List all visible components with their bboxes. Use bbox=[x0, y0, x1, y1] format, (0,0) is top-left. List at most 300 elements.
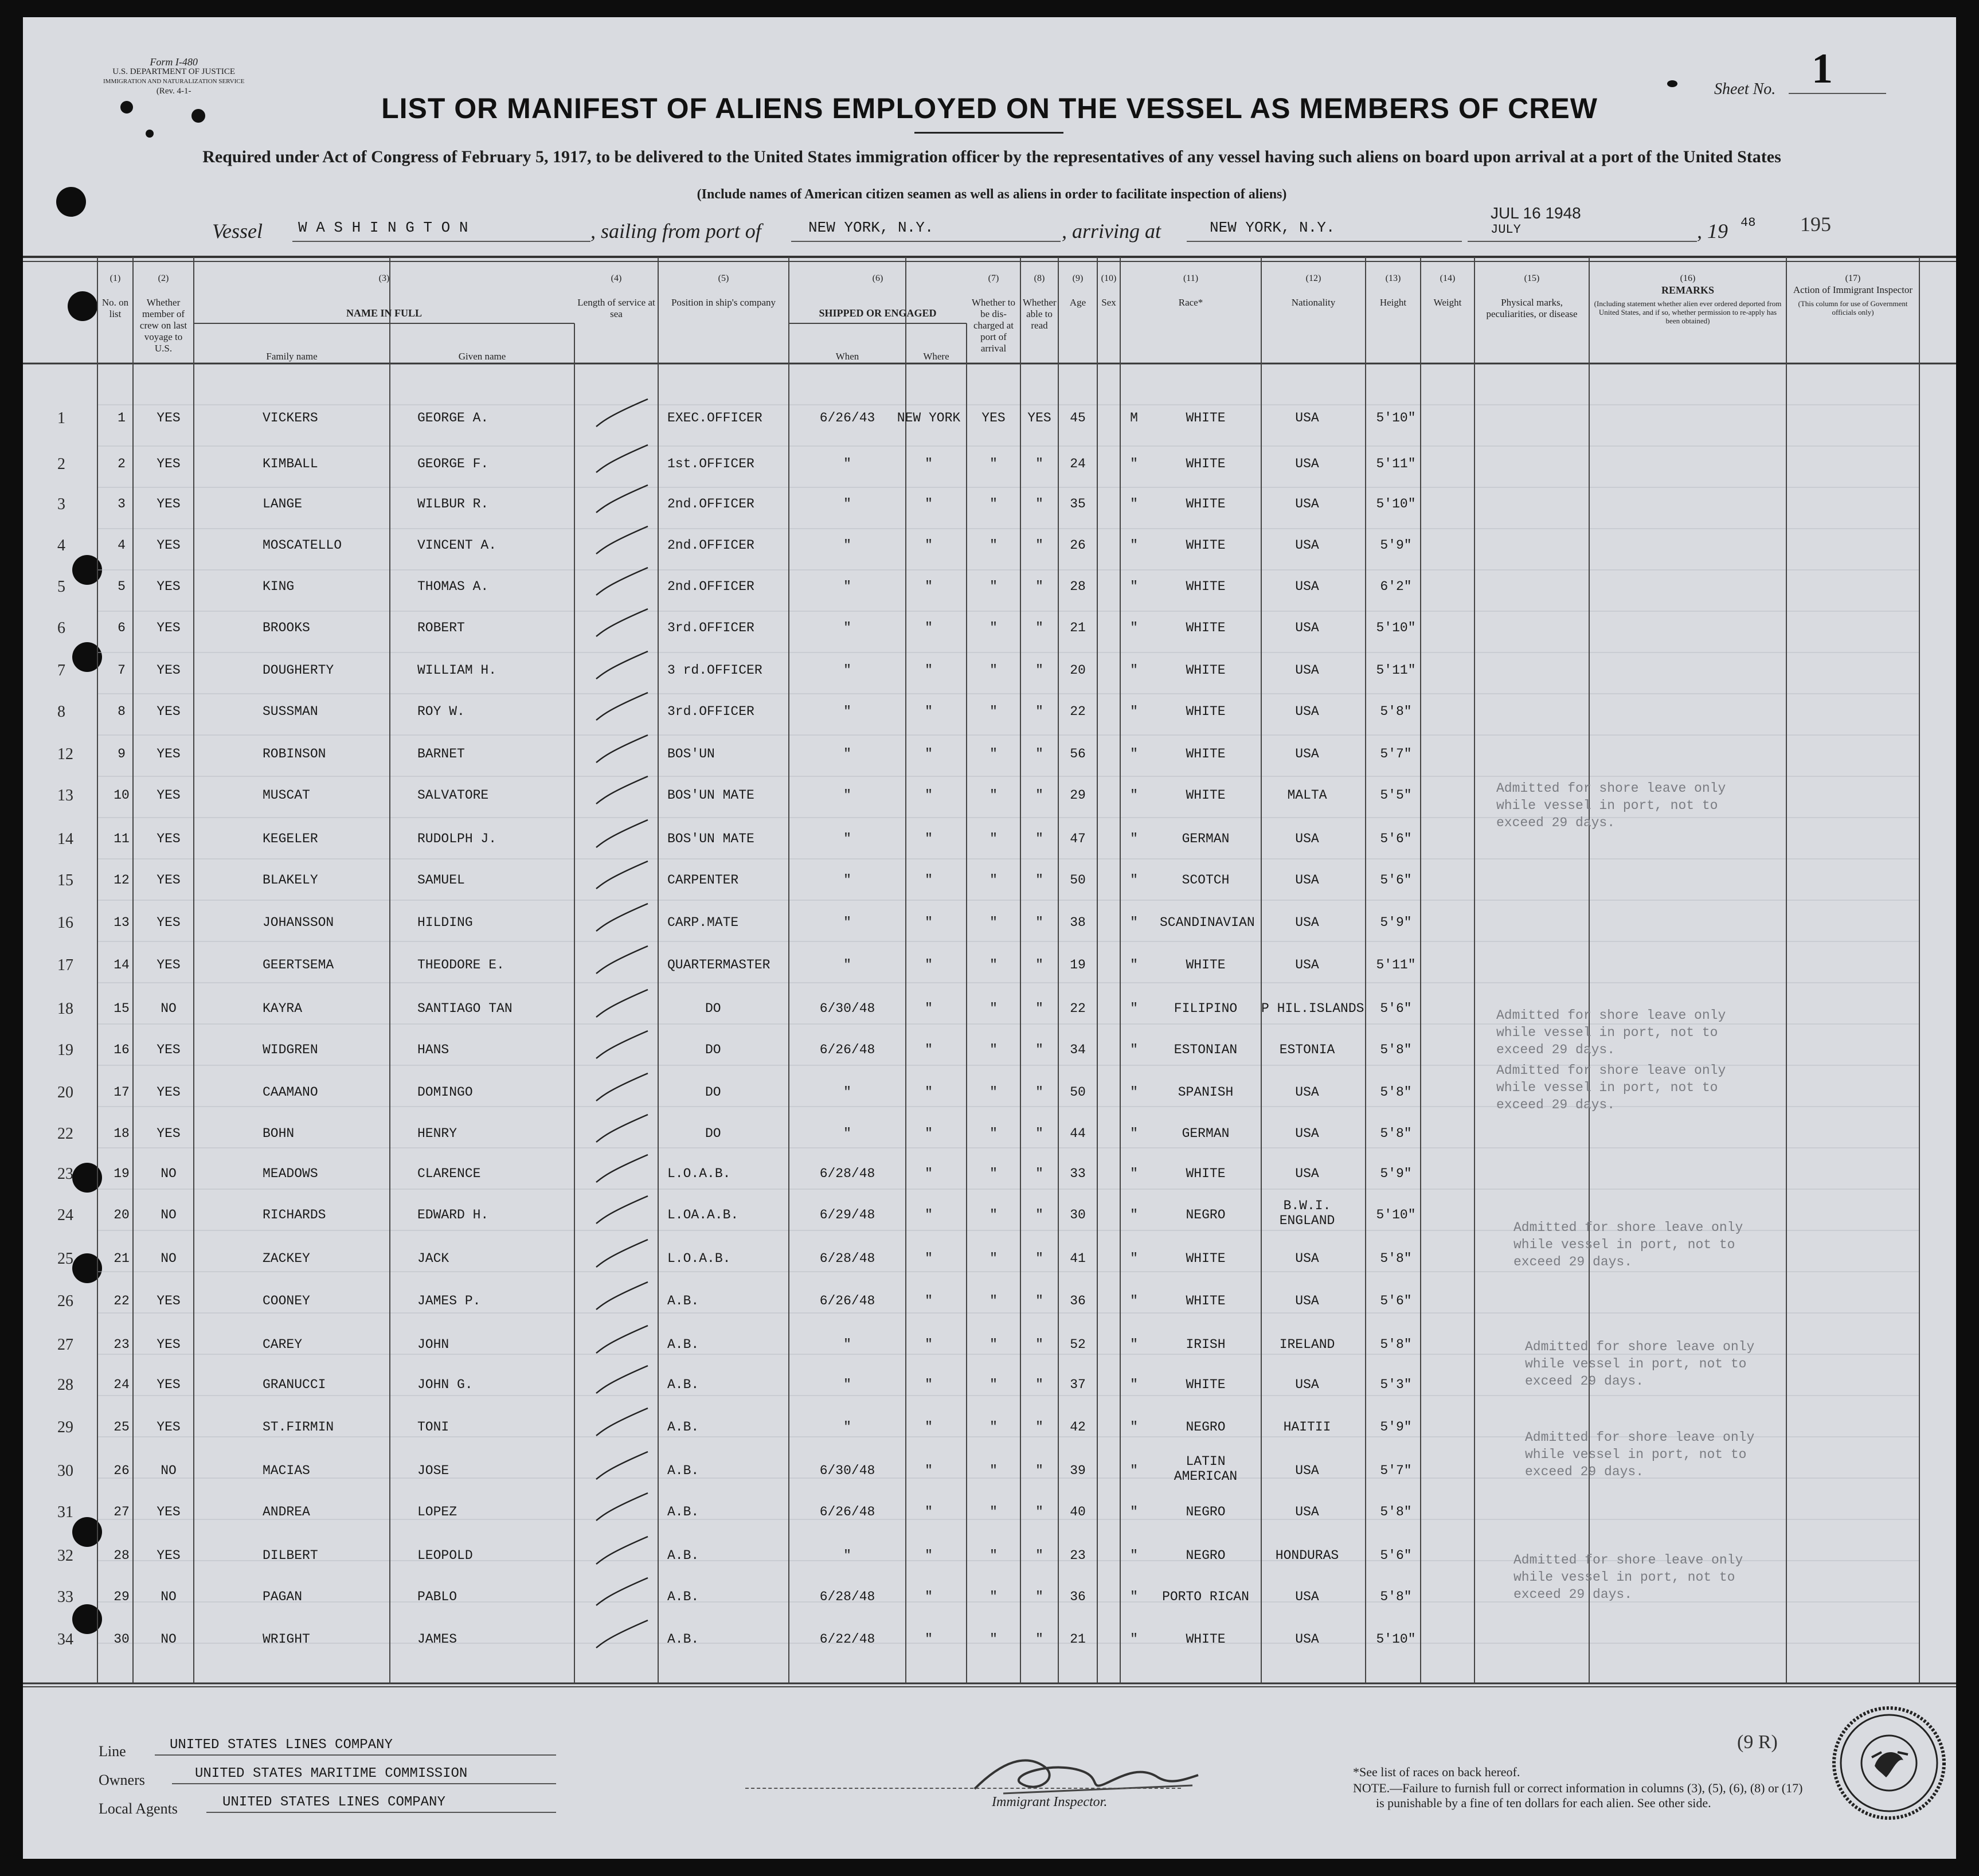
cell-when: " bbox=[843, 957, 851, 972]
cell-pos: A.B. bbox=[667, 1377, 699, 1392]
cell-family: MUSCAT bbox=[263, 788, 310, 803]
cell-last: YES bbox=[157, 1126, 181, 1141]
cell-disch: " bbox=[990, 1632, 998, 1647]
cell-given: RUDOLPH J. bbox=[417, 831, 497, 846]
row-index: 34 bbox=[57, 1631, 73, 1648]
cell-nat: USA bbox=[1295, 704, 1319, 719]
cell-given: EDWARD H. bbox=[417, 1207, 489, 1222]
row-index: 17 bbox=[57, 956, 73, 974]
cell-race: WHITE bbox=[1186, 1632, 1226, 1647]
cell-disch: " bbox=[990, 788, 998, 803]
cell-no: 5 bbox=[118, 579, 126, 594]
cell-pos: 3rd.OFFICER bbox=[667, 620, 754, 635]
cell-no: 29 bbox=[114, 1589, 130, 1604]
cell-read: " bbox=[1035, 1126, 1043, 1141]
cell-family: CAAMANO bbox=[263, 1085, 318, 1100]
service-checkmark bbox=[596, 693, 648, 720]
form-number: Form I-480 bbox=[150, 56, 198, 68]
cell-height: 5'8" bbox=[1380, 1042, 1412, 1057]
cell-race: ESTONIAN bbox=[1174, 1042, 1238, 1057]
cell-race: WHITE bbox=[1186, 704, 1226, 719]
cell-height: 5'6" bbox=[1380, 1293, 1412, 1308]
cell-last: YES bbox=[157, 579, 181, 594]
cell-where: " bbox=[925, 704, 933, 719]
cell-where: " bbox=[925, 620, 933, 635]
cell-last: YES bbox=[157, 873, 181, 888]
remark-text: Admitted for shore leave only while vessel in port, not to exceed 29 days. bbox=[1525, 1339, 1755, 1389]
column-header-detail: (This column for use of Government officials only) bbox=[1798, 299, 1908, 316]
cell-age: 50 bbox=[1070, 1085, 1086, 1100]
cell-nat: MALTA bbox=[1287, 788, 1327, 803]
vessel-name: W A S H I N G T O N bbox=[298, 219, 468, 236]
cell-nat: USA bbox=[1295, 747, 1319, 761]
cell-where: " bbox=[925, 456, 933, 471]
cell-given: WILBUR R. bbox=[417, 497, 489, 511]
cell-disch: " bbox=[990, 579, 998, 594]
cell-given: ROBERT bbox=[417, 620, 465, 635]
service-checkmark bbox=[596, 1578, 648, 1605]
cell-sex: " bbox=[1130, 1251, 1138, 1266]
cell-age: 22 bbox=[1070, 1001, 1086, 1016]
cell-sex: " bbox=[1130, 873, 1138, 888]
cell-age: 24 bbox=[1070, 456, 1086, 471]
row-index: 2 bbox=[57, 455, 65, 473]
cell-when: 6/28/48 bbox=[819, 1589, 875, 1604]
row-index: 5 bbox=[57, 578, 65, 596]
cell-nat: USA bbox=[1295, 1126, 1319, 1141]
cell-race: WHITE bbox=[1186, 497, 1226, 511]
cell-sex: " bbox=[1130, 1293, 1138, 1308]
cell-when: 6/28/48 bbox=[819, 1166, 875, 1181]
row-index: 20 bbox=[57, 1084, 73, 1101]
cell-last: YES bbox=[157, 411, 181, 425]
cell-family: KING bbox=[263, 579, 295, 594]
cell-family: ROBINSON bbox=[263, 747, 326, 761]
cell-given: ROY W. bbox=[417, 704, 465, 719]
column-number: (17) bbox=[1845, 273, 1861, 283]
cell-when: 6/26/48 bbox=[819, 1042, 875, 1057]
service-checkmark bbox=[596, 946, 648, 974]
cell-no: 3 bbox=[118, 497, 126, 511]
cell-read: " bbox=[1035, 1293, 1043, 1308]
cell-family: KAYRA bbox=[263, 1001, 303, 1016]
cell-height: 5'6" bbox=[1380, 873, 1412, 888]
row-index: 33 bbox=[57, 1588, 73, 1606]
service-checkmark bbox=[596, 526, 648, 554]
cell-read: " bbox=[1035, 1463, 1043, 1478]
column-number: (4) bbox=[611, 273, 622, 283]
cell-where: " bbox=[925, 1548, 933, 1563]
row-index: 18 bbox=[57, 1000, 73, 1018]
cell-height: 5'9" bbox=[1380, 915, 1412, 930]
line-underline bbox=[155, 1754, 556, 1756]
cell-sex: " bbox=[1130, 456, 1138, 471]
cell-family: ST.FIRMIN bbox=[263, 1420, 334, 1435]
cell-last: NO bbox=[161, 1589, 177, 1604]
column-header: No. on list bbox=[101, 297, 129, 319]
cell-race: NEGRO bbox=[1186, 1207, 1226, 1222]
cell-where: " bbox=[925, 1207, 933, 1222]
column-header: Action of Immigrant Inspector bbox=[1793, 284, 1913, 295]
cell-disch: " bbox=[990, 538, 998, 553]
cell-when: " bbox=[843, 1085, 851, 1100]
cell-disch: " bbox=[990, 1166, 998, 1181]
cell-given: HANS bbox=[417, 1042, 449, 1057]
service-checkmark bbox=[596, 485, 648, 513]
cell-when: " bbox=[843, 1377, 851, 1392]
cell-pos: A.B. bbox=[667, 1337, 699, 1352]
cell-pos: A.B. bbox=[667, 1463, 699, 1478]
cell-nat: USA bbox=[1295, 831, 1319, 846]
row-index: 23 bbox=[57, 1165, 73, 1183]
cell-pos: BOS'UN MATE bbox=[667, 788, 754, 803]
cell-family: ANDREA bbox=[263, 1504, 310, 1519]
cell-read: " bbox=[1035, 620, 1043, 635]
cell-age: 23 bbox=[1070, 1548, 1086, 1563]
cell-pos: DO bbox=[705, 1085, 721, 1100]
remark-text: Admitted for shore leave only while vessel in port, not to exceed 29 days. bbox=[1496, 1063, 1726, 1112]
cell-race: WHITE bbox=[1186, 579, 1226, 594]
arriving-at-label: , arriving at bbox=[1062, 220, 1161, 243]
cell-sex: " bbox=[1130, 1504, 1138, 1519]
cell-read: " bbox=[1035, 915, 1043, 930]
cell-age: 28 bbox=[1070, 579, 1086, 594]
cell-read: " bbox=[1035, 1166, 1043, 1181]
cell-when: " bbox=[843, 1126, 851, 1141]
cell-height: 5'5" bbox=[1380, 788, 1412, 803]
cell-given: SANTIAGO TAN bbox=[417, 1001, 513, 1016]
cell-family: DILBERT bbox=[263, 1548, 318, 1563]
cell-disch: " bbox=[990, 915, 998, 930]
cell-race: NEGRO bbox=[1186, 1504, 1226, 1519]
cell-sex: " bbox=[1130, 1377, 1138, 1392]
cell-when: " bbox=[843, 704, 851, 719]
cell-pos: EXEC.OFFICER bbox=[667, 411, 762, 425]
cell-where: " bbox=[925, 1001, 933, 1016]
cell-sex: " bbox=[1130, 831, 1138, 846]
cell-pos: BOS'UN bbox=[667, 747, 715, 761]
cell-pos: A.B. bbox=[667, 1504, 699, 1519]
service-checkmark bbox=[596, 609, 648, 636]
column-header: Height bbox=[1379, 297, 1407, 308]
cell-sex: " bbox=[1130, 1420, 1138, 1435]
cell-where: " bbox=[925, 1166, 933, 1181]
service-checkmark bbox=[596, 1031, 648, 1058]
service-checkmark bbox=[596, 1326, 648, 1353]
cell-age: 19 bbox=[1070, 957, 1086, 972]
cell-disch: " bbox=[990, 831, 998, 846]
cell-race: WHITE bbox=[1186, 538, 1226, 553]
cell-nat: USA bbox=[1295, 873, 1319, 888]
cell-family: MOSCATELLO bbox=[263, 538, 342, 553]
cell-last: YES bbox=[157, 663, 181, 678]
cell-given: SAMUEL bbox=[417, 873, 465, 888]
cell-read: " bbox=[1035, 1548, 1043, 1563]
cell-disch: " bbox=[990, 663, 998, 678]
cell-nat: USA bbox=[1295, 579, 1319, 594]
column-number: (9) bbox=[1072, 273, 1084, 283]
cell-given: BARNET bbox=[417, 747, 465, 761]
cell-race: WHITE bbox=[1186, 456, 1226, 471]
cell-read: " bbox=[1035, 1589, 1043, 1604]
service-checkmark bbox=[596, 1366, 648, 1393]
cell-family: WIDGREN bbox=[263, 1042, 318, 1057]
cell-no: 24 bbox=[114, 1377, 130, 1392]
cell-family: KIMBALL bbox=[263, 456, 318, 471]
cell-pos: L.O.A.B. bbox=[667, 1251, 731, 1266]
cell-race: SCOTCH bbox=[1182, 873, 1230, 888]
cell-family: CAREY bbox=[263, 1337, 303, 1352]
cell-read: " bbox=[1035, 497, 1043, 511]
stamp-number: 195 bbox=[1800, 213, 1831, 236]
form-dept: U.S. DEPARTMENT OF JUSTICE bbox=[112, 67, 236, 76]
cell-nat: USA bbox=[1295, 411, 1319, 425]
cell-pos: CARPENTER bbox=[667, 873, 739, 888]
cell-when: 6/30/48 bbox=[819, 1463, 875, 1478]
cell-family: RICHARDS bbox=[263, 1207, 326, 1222]
cell-last: YES bbox=[157, 704, 181, 719]
cell-when: " bbox=[843, 747, 851, 761]
cell-nat: USA bbox=[1295, 915, 1319, 930]
row-index: 30 bbox=[57, 1462, 73, 1480]
column-subheader: Family name bbox=[266, 351, 318, 362]
cell-age: 30 bbox=[1070, 1207, 1086, 1222]
inspector-label: Immigrant Inspector. bbox=[992, 1795, 1108, 1809]
cell-when: 6/26/48 bbox=[819, 1504, 875, 1519]
cell-read: " bbox=[1035, 873, 1043, 888]
column-header-detail: (Including statement whether alien ever ordered deported from United States, and if so, whether permission to re-apply has been obtained) bbox=[1594, 299, 1782, 325]
cell-family: MEADOWS bbox=[263, 1166, 318, 1181]
cell-where: " bbox=[925, 1337, 933, 1352]
cell-pos: DO bbox=[705, 1042, 721, 1057]
cell-family: PAGAN bbox=[263, 1589, 303, 1604]
sailing-from-port: NEW YORK, N.Y. bbox=[808, 219, 934, 236]
cell-pos: 3rd.OFFICER bbox=[667, 704, 754, 719]
cell-family: DOUGHERTY bbox=[263, 663, 334, 678]
cell-given: PABLO bbox=[417, 1589, 457, 1604]
column-number: (3) bbox=[378, 273, 390, 283]
cell-no: 4 bbox=[118, 538, 126, 553]
cell-pos: L.OA.A.B. bbox=[667, 1207, 739, 1222]
cell-nat: USA bbox=[1295, 1589, 1319, 1604]
cell-last: YES bbox=[157, 747, 181, 761]
cell-pos: A.B. bbox=[667, 1293, 699, 1308]
cell-race: FILIPINO bbox=[1174, 1001, 1238, 1016]
cell-when: 6/28/48 bbox=[819, 1251, 875, 1266]
cell-nat: USA bbox=[1295, 1463, 1319, 1478]
cell-height: 5'8" bbox=[1380, 1589, 1412, 1604]
cell-no: 20 bbox=[114, 1207, 130, 1222]
owners-underline bbox=[172, 1783, 556, 1784]
year-prefix: , 19 bbox=[1697, 220, 1728, 243]
cell-age: 21 bbox=[1070, 620, 1086, 635]
cell-age: 39 bbox=[1070, 1463, 1086, 1478]
cell-disch: " bbox=[990, 456, 998, 471]
cell-nat: USA bbox=[1295, 1504, 1319, 1519]
cell-height: 5'8" bbox=[1380, 1251, 1412, 1266]
cell-race: WHITE bbox=[1186, 663, 1226, 678]
cell-given: WILLIAM H. bbox=[417, 663, 497, 678]
cell-last: NO bbox=[161, 1632, 177, 1647]
cell-height: 5'8" bbox=[1380, 1337, 1412, 1352]
cell-where: " bbox=[925, 788, 933, 803]
cell-when: 6/22/48 bbox=[819, 1632, 875, 1647]
inspector-sign-line bbox=[745, 1788, 1181, 1789]
cell-sex: " bbox=[1130, 1337, 1138, 1352]
cell-given: LOPEZ bbox=[417, 1504, 457, 1519]
cell-race: GERMAN bbox=[1182, 1126, 1230, 1141]
cell-no: 7 bbox=[118, 663, 126, 678]
cell-read: " bbox=[1035, 1377, 1043, 1392]
cell-disch: " bbox=[990, 1042, 998, 1057]
arriving-port: NEW YORK, N.Y. bbox=[1210, 219, 1335, 236]
cell-given: JAMES bbox=[417, 1632, 457, 1647]
cell-age: 35 bbox=[1070, 497, 1086, 511]
cell-when: " bbox=[843, 620, 851, 635]
cell-age: 33 bbox=[1070, 1166, 1086, 1181]
cell-sex: " bbox=[1130, 497, 1138, 511]
cell-read: " bbox=[1035, 788, 1043, 803]
cell-no: 16 bbox=[114, 1042, 130, 1057]
cell-race: SPANISH bbox=[1178, 1085, 1234, 1100]
cell-last: YES bbox=[157, 1042, 181, 1057]
cell-race: WHITE bbox=[1186, 788, 1226, 803]
cell-read: " bbox=[1035, 1504, 1043, 1519]
cell-last: YES bbox=[157, 1377, 181, 1392]
cell-last: YES bbox=[157, 1548, 181, 1563]
row-index: 19 bbox=[57, 1041, 73, 1059]
cell-last: YES bbox=[157, 1337, 181, 1352]
row-index: 22 bbox=[57, 1125, 73, 1143]
cell-family: GRANUCCI bbox=[263, 1377, 326, 1392]
cell-given: CLARENCE bbox=[417, 1166, 481, 1181]
cell-age: 52 bbox=[1070, 1337, 1086, 1352]
cell-disch: " bbox=[990, 497, 998, 511]
cell-when: 6/30/48 bbox=[819, 1001, 875, 1016]
cell-disch: " bbox=[990, 1251, 998, 1266]
cell-height: 5'11" bbox=[1376, 957, 1416, 972]
form-rev: (Rev. 4-1- bbox=[156, 87, 191, 96]
row-index: 25 bbox=[57, 1250, 73, 1268]
cell-age: 29 bbox=[1070, 788, 1086, 803]
cell-family: KEGELER bbox=[263, 831, 318, 846]
cell-where: " bbox=[925, 1293, 933, 1308]
remark-text: Admitted for shore leave only while vessel in port, not to exceed 29 days. bbox=[1513, 1220, 1743, 1269]
cell-height: 5'11" bbox=[1376, 663, 1416, 678]
cell-when: " bbox=[843, 788, 851, 803]
cell-sex: " bbox=[1130, 538, 1138, 553]
cell-age: 34 bbox=[1070, 1042, 1086, 1057]
column-number: (1) bbox=[109, 273, 121, 283]
service-checkmark bbox=[596, 1452, 648, 1479]
cell-nat: USA bbox=[1295, 663, 1319, 678]
cell-given: JAMES P. bbox=[417, 1293, 481, 1308]
cell-last: YES bbox=[157, 1085, 181, 1100]
cell-height: 5'7" bbox=[1380, 1463, 1412, 1478]
column-number: (11) bbox=[1183, 273, 1199, 283]
service-checkmark bbox=[596, 1115, 648, 1142]
row-index: 12 bbox=[57, 745, 73, 763]
cell-disch: " bbox=[990, 1548, 998, 1563]
cell-last: NO bbox=[161, 1207, 177, 1222]
cell-sex: " bbox=[1130, 663, 1138, 678]
cell-height: 5'6" bbox=[1380, 831, 1412, 846]
cell-last: YES bbox=[157, 788, 181, 803]
cell-sex: " bbox=[1130, 915, 1138, 930]
cell-where: " bbox=[925, 1589, 933, 1604]
arrival-month: JULY bbox=[1491, 222, 1521, 237]
remark-text: Admitted for shore leave only while vessel in port, not to exceed 29 days. bbox=[1513, 1553, 1743, 1602]
cell-disch: " bbox=[990, 1126, 998, 1141]
cell-height: 5'8" bbox=[1380, 1126, 1412, 1141]
cell-no: 10 bbox=[114, 788, 130, 803]
cell-disch: YES bbox=[981, 411, 1006, 425]
remark-text: Admitted for shore leave only while vessel in port, not to exceed 29 days. bbox=[1496, 781, 1726, 830]
sheet-label: Sheet No. bbox=[1714, 80, 1776, 98]
cell-read: " bbox=[1035, 456, 1043, 471]
cell-family: MACIAS bbox=[263, 1463, 310, 1478]
cell-where: " bbox=[925, 915, 933, 930]
cell-given: JOHN bbox=[417, 1337, 449, 1352]
cell-sex: " bbox=[1130, 620, 1138, 635]
cell-height: 5'10" bbox=[1376, 411, 1416, 425]
row-index: 7 bbox=[57, 662, 65, 679]
archives-seal bbox=[1829, 1703, 1949, 1823]
cell-nat: USA bbox=[1295, 1632, 1319, 1647]
cell-sex: " bbox=[1130, 1085, 1138, 1100]
cell-age: 47 bbox=[1070, 831, 1086, 846]
cell-race: NEGRO bbox=[1186, 1548, 1226, 1563]
cell-last: YES bbox=[157, 456, 181, 471]
column-number: (5) bbox=[718, 273, 729, 283]
manifest-sheet bbox=[23, 17, 1956, 1859]
cell-when: " bbox=[843, 663, 851, 678]
cell-disch: " bbox=[990, 1589, 998, 1604]
service-checkmark bbox=[596, 1196, 648, 1224]
column-number: (14) bbox=[1440, 273, 1456, 283]
cell-age: 50 bbox=[1070, 873, 1086, 888]
row-index: 6 bbox=[57, 619, 65, 637]
cell-where: " bbox=[925, 831, 933, 846]
cell-pos: 2nd.OFFICER bbox=[667, 497, 754, 511]
cell-where: " bbox=[925, 1085, 933, 1100]
cell-no: 11 bbox=[114, 831, 130, 846]
remark-text: Admitted for shore leave only while vessel in port, not to exceed 29 days. bbox=[1496, 1008, 1726, 1057]
column-number: (15) bbox=[1524, 273, 1540, 283]
line-label: Line bbox=[99, 1743, 126, 1760]
cell-given: GEORGE A. bbox=[417, 411, 489, 425]
page-subtitle-note: (Include names of American citizen seamen as well as aliens in order to facilitate inspection of aliens) bbox=[697, 187, 1287, 202]
cell-disch: " bbox=[990, 1504, 998, 1519]
cell-disch: " bbox=[990, 957, 998, 972]
cell-where: " bbox=[925, 497, 933, 511]
column-number: (13) bbox=[1385, 273, 1401, 283]
row-index: 8 bbox=[57, 703, 65, 721]
cell-race: SCANDINAVIAN bbox=[1160, 915, 1255, 930]
cell-no: 12 bbox=[114, 873, 130, 888]
cell-race: PORTO RICAN bbox=[1162, 1589, 1249, 1604]
cell-age: 37 bbox=[1070, 1377, 1086, 1392]
cell-nat: USA bbox=[1295, 1166, 1319, 1181]
cell-last: YES bbox=[157, 1293, 181, 1308]
cell-disch: " bbox=[990, 1463, 998, 1478]
cell-nat: USA bbox=[1295, 538, 1319, 553]
cell-height: 6'2" bbox=[1380, 579, 1412, 594]
cell-family: JOHANSSON bbox=[263, 915, 334, 930]
cell-race: WHITE bbox=[1186, 1166, 1226, 1181]
cell-disch: " bbox=[990, 1001, 998, 1016]
cell-nat: USA bbox=[1295, 957, 1319, 972]
